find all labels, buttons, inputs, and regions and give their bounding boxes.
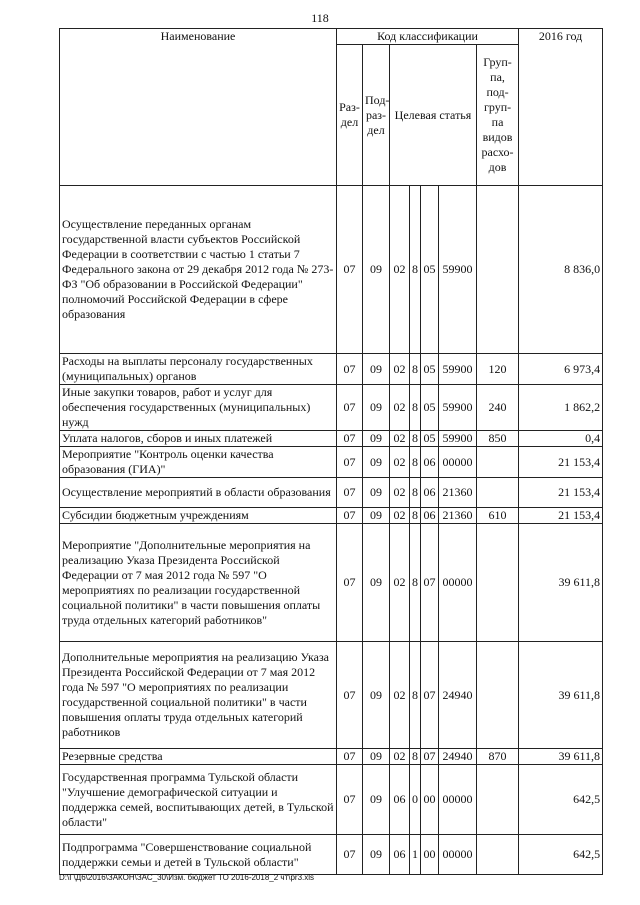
row-podrazdel: 09 — [363, 835, 390, 875]
row-podrazdel: 09 — [363, 354, 390, 385]
row-expense-group: 120 — [477, 354, 519, 385]
row-razdel: 07 — [337, 765, 363, 835]
row-target-event: 00 — [421, 835, 439, 875]
row-target-program: 02 — [390, 478, 410, 508]
table-row — [60, 508, 603, 524]
row-target-direction: 00000 — [439, 765, 477, 835]
table-row — [60, 478, 603, 508]
row-target-program: 02 — [390, 642, 410, 749]
row-target-direction: 00000 — [439, 524, 477, 642]
row-amount: 21 153,4 — [519, 447, 603, 478]
row-target-subprogram: 8 — [410, 749, 421, 765]
table-header — [60, 29, 603, 186]
row-name: Уплата налогов, сборов и иных платежей — [60, 431, 337, 447]
row-name: Подпрограмма "Совершенствование социальной поддержки семьи и детей в Тульской области" — [60, 835, 337, 875]
row-target-program: 02 — [390, 385, 410, 431]
row-razdel: 07 — [337, 447, 363, 478]
row-razdel: 07 — [337, 385, 363, 431]
row-target-subprogram: 8 — [410, 508, 421, 524]
header-classification: Код классификации — [337, 29, 519, 45]
row-amount: 8 836,0 — [519, 186, 603, 354]
row-podrazdel: 09 — [363, 642, 390, 749]
table-row — [60, 835, 603, 875]
row-name: Расходы на выплаты персоналу государственных (муниципальных) органов — [60, 354, 337, 385]
row-target-direction: 59900 — [439, 186, 477, 354]
row-target-event: 05 — [421, 354, 439, 385]
row-target-program: 02 — [390, 354, 410, 385]
row-name: Мероприятие "Дополнительные мероприятия на реализацию Указа Президента Российской Федерации от 7 мая 2012 года № 597 "О мероприятиях по реализации государственной социальной политики" в части повышения оплаты труда отдельных категорий работников" — [60, 524, 337, 642]
row-expense-group: 850 — [477, 431, 519, 447]
row-amount: 21 153,4 — [519, 508, 603, 524]
row-target-event: 05 — [421, 431, 439, 447]
header-razdel: Раз- дел — [337, 45, 363, 186]
row-expense-group — [477, 835, 519, 875]
row-target-direction: 24940 — [439, 749, 477, 765]
row-expense-group — [477, 524, 519, 642]
table-row — [60, 354, 603, 385]
row-target-event: 07 — [421, 524, 439, 642]
row-name: Государственная программа Тульской области "Улучшение демографической ситуации и поддержка семей, воспитывающих детей, в Тульской области" — [60, 765, 337, 835]
row-target-direction: 24940 — [439, 642, 477, 749]
row-amount: 1 862,2 — [519, 385, 603, 431]
header-target-article: Целевая статья — [390, 45, 477, 186]
row-target-program: 02 — [390, 186, 410, 354]
row-name: Дополнительные мероприятия на реализацию Указа Президента Российской Федерации от 7 мая 2012 года № 597 "О мероприятиях по реализации государственной социальной политики" в части повышения оплаты труда отдельных категорий работников — [60, 642, 337, 749]
row-name: Субсидии бюджетным учреждениям — [60, 508, 337, 524]
row-target-event: 06 — [421, 447, 439, 478]
table-row — [60, 385, 603, 431]
row-target-subprogram: 8 — [410, 642, 421, 749]
page-number: 118 — [311, 11, 329, 25]
row-target-event: 00 — [421, 765, 439, 835]
row-podrazdel: 09 — [363, 765, 390, 835]
row-target-event: 07 — [421, 642, 439, 749]
row-target-direction: 59900 — [439, 385, 477, 431]
row-target-event: 07 — [421, 749, 439, 765]
row-podrazdel: 09 — [363, 524, 390, 642]
row-target-program: 06 — [390, 765, 410, 835]
row-target-program: 02 — [390, 508, 410, 524]
row-razdel: 07 — [337, 835, 363, 875]
row-amount: 39 611,8 — [519, 524, 603, 642]
table-row — [60, 749, 603, 765]
row-amount: 39 611,8 — [519, 642, 603, 749]
row-target-program: 02 — [390, 447, 410, 478]
row-target-direction: 59900 — [439, 431, 477, 447]
row-amount: 21 153,4 — [519, 478, 603, 508]
row-target-subprogram: 8 — [410, 431, 421, 447]
row-name: Иные закупки товаров, работ и услуг для обеспечения государственных (муниципальных) нужд — [60, 385, 337, 431]
table-row — [60, 431, 603, 447]
row-expense-group: 870 — [477, 749, 519, 765]
row-target-event: 06 — [421, 478, 439, 508]
table-body — [60, 186, 603, 875]
row-razdel: 07 — [337, 186, 363, 354]
row-expense-group: 240 — [477, 385, 519, 431]
row-target-event: 06 — [421, 508, 439, 524]
row-name: Осуществление мероприятий в области образования — [60, 478, 337, 508]
row-target-direction: 21360 — [439, 478, 477, 508]
row-target-direction: 00000 — [439, 835, 477, 875]
row-podrazdel: 09 — [363, 186, 390, 354]
row-razdel: 07 — [337, 642, 363, 749]
row-target-program: 02 — [390, 524, 410, 642]
table-row — [60, 765, 603, 835]
header-year: 2016 год — [519, 29, 603, 186]
row-razdel: 07 — [337, 749, 363, 765]
row-podrazdel: 09 — [363, 508, 390, 524]
row-target-subprogram: 8 — [410, 524, 421, 642]
row-razdel: 07 — [337, 354, 363, 385]
row-podrazdel: 09 — [363, 478, 390, 508]
row-amount: 39 611,8 — [519, 749, 603, 765]
row-target-subprogram: 8 — [410, 385, 421, 431]
row-target-event: 05 — [421, 186, 439, 354]
row-razdel: 07 — [337, 524, 363, 642]
row-podrazdel: 09 — [363, 385, 390, 431]
row-target-program: 06 — [390, 835, 410, 875]
row-target-subprogram: 1 — [410, 835, 421, 875]
row-target-program: 02 — [390, 431, 410, 447]
row-amount: 0,4 — [519, 431, 603, 447]
row-podrazdel: 09 — [363, 749, 390, 765]
header-group: Груп- па, под- груп- па видов расхо- дов — [477, 45, 519, 186]
row-target-subprogram: 0 — [410, 765, 421, 835]
row-expense-group — [477, 478, 519, 508]
row-expense-group — [477, 642, 519, 749]
row-amount: 642,5 — [519, 835, 603, 875]
row-name: Мероприятие "Контроль оценки качества образования (ГИА)" — [60, 447, 337, 478]
table-row — [60, 524, 603, 642]
row-razdel: 07 — [337, 431, 363, 447]
row-name: Осуществление переданных органам государственной власти субъектов Российской Федерации в соответствии с частью 1 статьи 7 Федерального закона от 29 декабря 2012 года № 273-ФЗ "Об образовании в Российской Федерации" полномочий Российской Федерации в сфере образования — [60, 186, 337, 354]
row-expense-group — [477, 186, 519, 354]
row-expense-group — [477, 447, 519, 478]
row-expense-group: 610 — [477, 508, 519, 524]
row-target-event: 05 — [421, 385, 439, 431]
row-amount: 6 973,4 — [519, 354, 603, 385]
table-row — [60, 642, 603, 749]
table-row — [60, 186, 603, 354]
header-podrazdel: Под- раз- дел — [363, 45, 390, 186]
row-target-direction: 21360 — [439, 508, 477, 524]
row-target-program: 02 — [390, 749, 410, 765]
row-podrazdel: 09 — [363, 431, 390, 447]
row-target-direction: 00000 — [439, 447, 477, 478]
row-podrazdel: 09 — [363, 447, 390, 478]
row-target-subprogram: 8 — [410, 447, 421, 478]
row-expense-group — [477, 765, 519, 835]
budget-table — [59, 28, 603, 875]
table-row — [60, 447, 603, 478]
header-name: Наименование — [60, 29, 337, 186]
file-path-footer: D:\Г\Д6\2016\ЗАКОН\ЗАС_30\Изм. бюджет ТО 2016-2018_2 чт\pr3.xls — [59, 873, 315, 882]
row-target-direction: 59900 — [439, 354, 477, 385]
row-razdel: 07 — [337, 478, 363, 508]
row-name: Резервные средства — [60, 749, 337, 765]
row-razdel: 07 — [337, 508, 363, 524]
row-target-subprogram: 8 — [410, 478, 421, 508]
row-target-subprogram: 8 — [410, 186, 421, 354]
row-amount: 642,5 — [519, 765, 603, 835]
row-target-subprogram: 8 — [410, 354, 421, 385]
